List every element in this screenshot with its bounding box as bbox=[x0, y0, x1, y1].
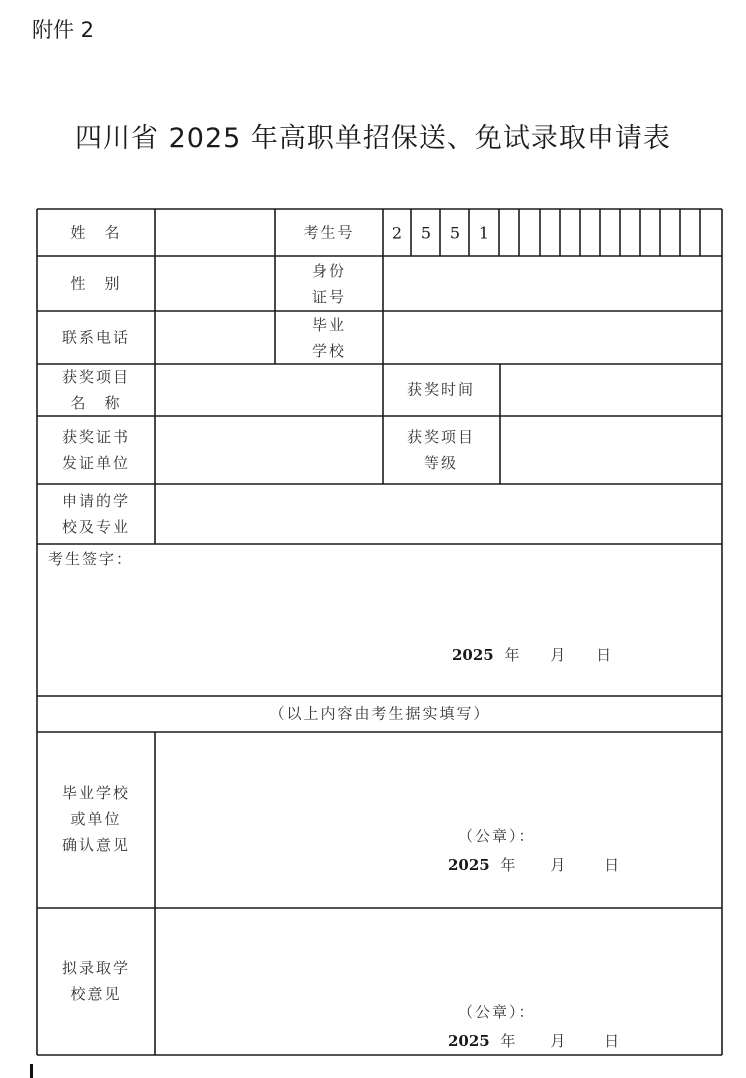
date-year-unit: 年 bbox=[500, 1032, 516, 1050]
award-level-label-line: 等级 bbox=[423, 454, 459, 472]
date-year: 2025 bbox=[452, 646, 494, 664]
date-day-unit: 日 bbox=[604, 1032, 620, 1050]
id-number-label bbox=[312, 258, 346, 310]
gender-label: 性 别 bbox=[70, 274, 122, 293]
exam-number-digit[interactable]: 5 bbox=[420, 223, 432, 243]
date-year: 2025 bbox=[448, 1032, 490, 1050]
name-label: 姓 名 bbox=[70, 223, 122, 242]
exam-number-digit[interactable]: 5 bbox=[449, 223, 461, 243]
graduation-school-field[interactable] bbox=[384, 312, 721, 363]
award-level-label-line: 获奖项目 bbox=[406, 428, 476, 446]
admitting-school-opinion-label-line: 拟录取学 bbox=[61, 959, 131, 977]
signature-date bbox=[452, 644, 611, 665]
certificate-issuer-label-line: 获奖证书 bbox=[61, 428, 131, 446]
id-number-field[interactable] bbox=[384, 257, 721, 310]
school-opinion-label bbox=[62, 780, 130, 858]
school-opinion-label-line: 或单位 bbox=[70, 810, 122, 828]
phone-field[interactable] bbox=[156, 312, 274, 363]
award-level-label bbox=[407, 424, 475, 476]
attachment-label: 附件 2 bbox=[32, 18, 95, 42]
applied-school-major-field[interactable] bbox=[156, 485, 721, 543]
id-number-label-line: 身份 bbox=[311, 262, 347, 280]
applied-school-major-label-line: 校及专业 bbox=[61, 518, 131, 536]
exam-number-label: 考生号 bbox=[303, 223, 355, 242]
award-item-label-line: 名 称 bbox=[70, 394, 122, 412]
award-item-label-line: 获奖项目 bbox=[61, 368, 131, 386]
applied-school-major-label bbox=[62, 488, 130, 540]
admitting-school-opinion-label bbox=[62, 955, 130, 1007]
certificate-issuer-label-line: 发证单位 bbox=[61, 454, 131, 472]
id-number-label-line: 证号 bbox=[311, 288, 347, 306]
signature-label: 考生签字： bbox=[48, 550, 134, 568]
graduation-school-label bbox=[312, 312, 346, 364]
admitting-school-date bbox=[448, 1030, 619, 1051]
official-seal-label: （公章）： bbox=[458, 1003, 536, 1021]
award-time-field[interactable] bbox=[501, 365, 721, 415]
applied-school-major-label-line: 申请的学 bbox=[61, 492, 131, 510]
school-opinion-label-line: 毕业学校 bbox=[61, 784, 131, 802]
page-edge-mark bbox=[30, 1064, 33, 1078]
name-field[interactable] bbox=[156, 210, 274, 255]
exam-number-digit[interactable]: 1 bbox=[478, 223, 490, 243]
gender-field[interactable] bbox=[156, 257, 274, 310]
official-seal-label: （公章）： bbox=[458, 827, 536, 845]
date-month-unit: 月 bbox=[550, 1032, 566, 1050]
date-year: 2025 bbox=[448, 856, 490, 874]
award-time-label: 获奖时间 bbox=[406, 380, 476, 399]
award-level-field[interactable] bbox=[501, 417, 721, 483]
award-item-field[interactable] bbox=[156, 365, 382, 415]
date-year-unit: 年 bbox=[504, 646, 520, 664]
admitting-school-opinion-label-line: 校意见 bbox=[70, 985, 122, 1003]
date-month-unit: 月 bbox=[550, 856, 566, 874]
graduation-school-label-line: 学校 bbox=[311, 342, 347, 360]
date-day-unit: 日 bbox=[604, 856, 620, 874]
phone-label: 联系电话 bbox=[61, 328, 131, 347]
exam-number-digit[interactable]: 2 bbox=[391, 223, 403, 243]
graduation-school-label-line: 毕业 bbox=[311, 316, 347, 334]
fill-in-note: （以上内容由考生据实填写） bbox=[269, 704, 491, 723]
award-item-label bbox=[62, 364, 130, 416]
certificate-issuer-field[interactable] bbox=[156, 417, 382, 483]
date-day-unit: 日 bbox=[596, 646, 612, 664]
school-opinion-label-line: 确认意见 bbox=[61, 836, 131, 854]
form-title: 四川省 2025 年高职单招保送、免试录取申请表 bbox=[75, 123, 671, 154]
date-year-unit: 年 bbox=[500, 856, 516, 874]
date-month-unit: 月 bbox=[550, 646, 566, 664]
school-opinion-date bbox=[448, 854, 619, 875]
certificate-issuer-label bbox=[62, 424, 130, 476]
